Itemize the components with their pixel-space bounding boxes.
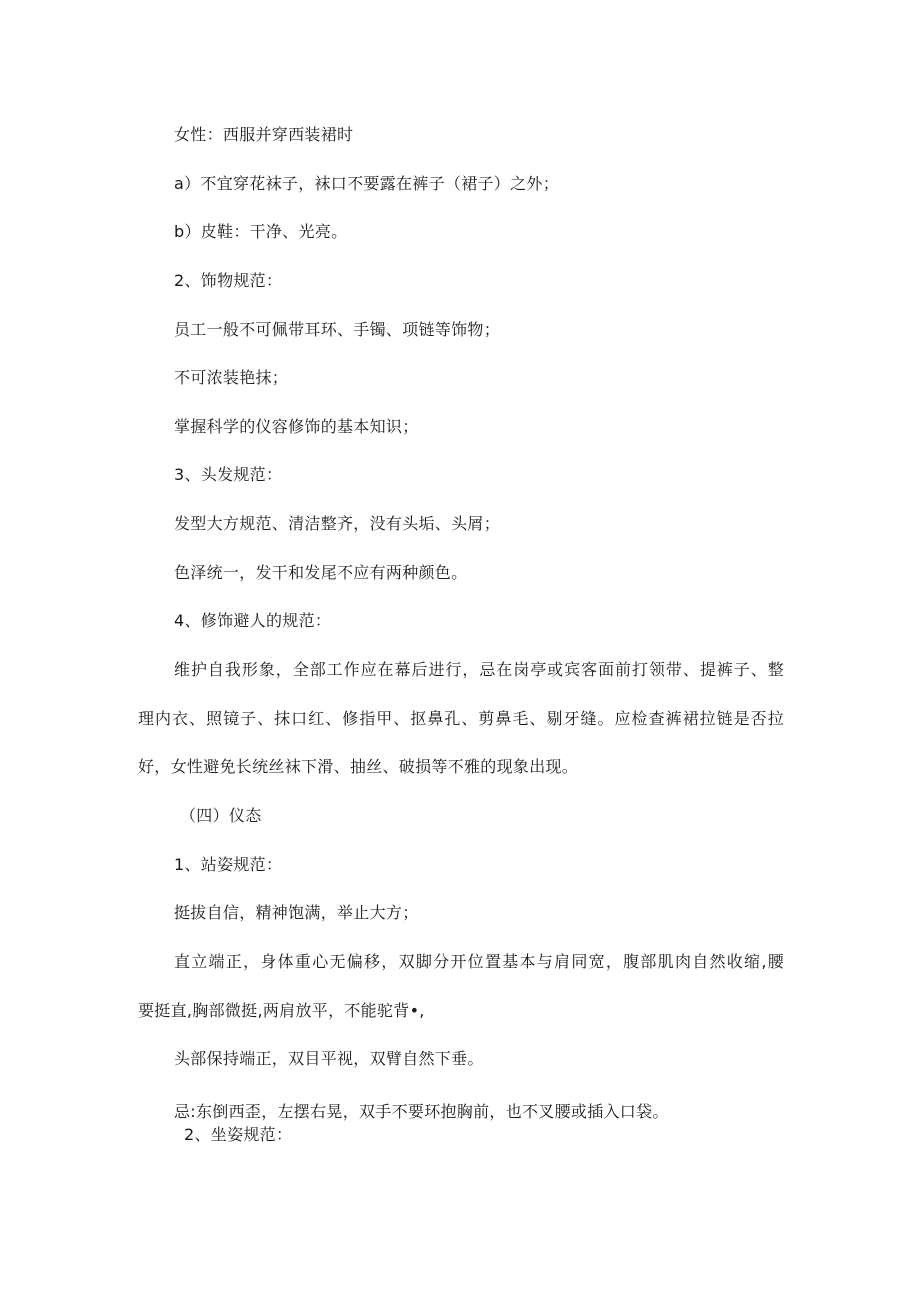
paragraph-private-grooming-line3: 好，女性避免长统丝袜下滑、抽丝、破损等不雅的现象出现。 <box>138 757 579 776</box>
heading-accessories: 2、饰物规范： <box>174 271 283 290</box>
paragraph-hairstyle: 发型大方规范、清洁整齐，没有头垢、头屑； <box>174 514 501 533</box>
paragraph-private-grooming-line2: 理内衣、照镜子、抹口红、修指甲、抠鼻孔、剪鼻毛、剔牙缝。应检查裤裙拉链是否拉 <box>138 709 784 728</box>
heading-hair: 3、头发规范： <box>174 465 283 484</box>
paragraph-no-heavy-makeup: 不可浓装艳抹； <box>174 368 289 387</box>
paragraph-socks-rule: a）不宜穿花袜子，袜口不要露在裤子（裙子）之外； <box>174 174 560 193</box>
paragraph-hair-color: 色泽统一，发干和发尾不应有两种颜色。 <box>174 563 468 582</box>
heading-private-grooming: 4、修饰避人的规范： <box>174 611 332 630</box>
heading-standing: 1、站姿规范： <box>174 855 283 874</box>
heading-sitting: 2、坐姿规范： <box>184 1125 293 1144</box>
paragraph-no-jewelry: 员工一般不可佩带耳环、手镯、项链等饰物； <box>174 320 501 339</box>
paragraph-grooming-knowledge: 掌握科学的仪容修饰的基本知识； <box>174 417 419 436</box>
paragraph-head-arms: 头部保持端正，双目平视，双臂自然下垂。 <box>174 1049 484 1068</box>
paragraph-confident: 挺拔自信，精神饱满，举止大方； <box>174 903 419 922</box>
paragraph-upright-line2: 要挺直,胸部微挺,两肩放平，不能驼背•, <box>138 1001 425 1020</box>
paragraph-avoid-standing: 忌:东倒西歪，左摆右晃，双手不要环抱胸前，也不叉腰或插入口袋。 <box>174 1102 669 1121</box>
paragraph-upright-line1: 直立端正，身体重心无偏移，双脚分开位置基本与肩同宽，腹部肌肉自然收缩,腰 <box>174 952 784 971</box>
paragraph-shoes-rule: b）皮鞋：干净、光亮。 <box>174 222 348 241</box>
paragraph-private-grooming-line1: 维护自我形象，全部工作应在幕后进行，忌在岗亭或宾客面前打领带、提裤子、整 <box>174 660 784 679</box>
paragraph-female-dress: 女性：西服并穿西装裙时 <box>174 125 354 144</box>
section-heading-posture: （四）仪态 <box>180 806 262 825</box>
